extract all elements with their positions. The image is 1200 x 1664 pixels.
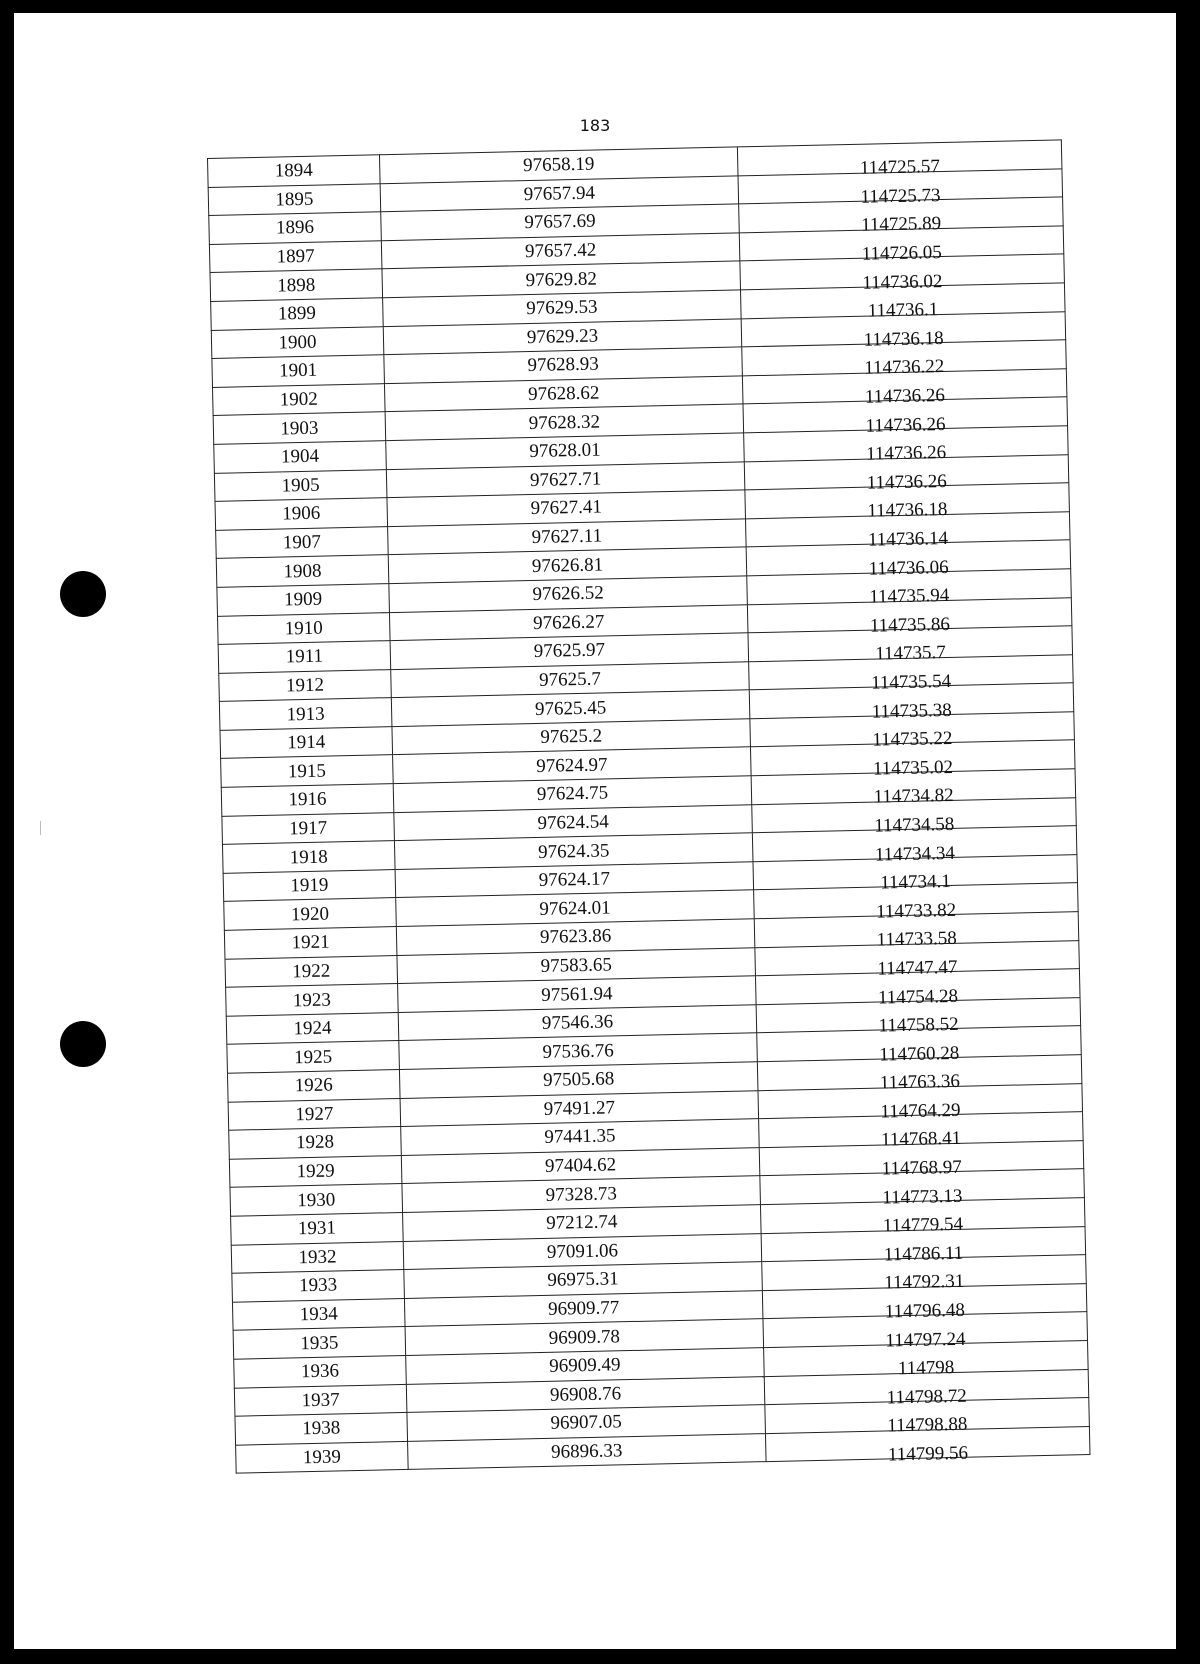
value-a-cell: 97626.81 — [388, 547, 747, 583]
year-cell: 1914 — [220, 726, 393, 758]
value-b-cell: 114735.94 — [747, 579, 1072, 615]
year-cell: 1928 — [229, 1127, 402, 1159]
value-a-cell: 96975.31 — [404, 1262, 763, 1298]
value-b-cell: 114736.1 — [741, 293, 1066, 329]
value-a-cell: 97212.74 — [403, 1205, 762, 1241]
year-cell: 1931 — [231, 1212, 404, 1244]
value-a-cell: 97491.27 — [400, 1090, 759, 1126]
value-b-cell: 114736.18 — [741, 321, 1066, 357]
value-b-cell: 114736.26 — [743, 407, 1068, 443]
value-a-cell: 97657.69 — [381, 204, 740, 240]
value-b-cell: 114792.31 — [762, 1265, 1087, 1301]
value-b-cell: 114735.86 — [748, 607, 1073, 643]
value-b-cell: 114726.05 — [739, 236, 1064, 272]
value-a-cell: 97627.11 — [388, 519, 747, 555]
value-b-cell: 114736.06 — [746, 550, 1071, 586]
value-b-cell: 114779.54 — [761, 1208, 1086, 1244]
value-b-cell: 114736.26 — [744, 464, 1069, 500]
year-cell: 1920 — [224, 898, 397, 930]
value-a-cell: 97627.41 — [387, 490, 746, 526]
year-cell: 1932 — [231, 1241, 404, 1273]
value-a-cell: 97625.2 — [392, 719, 751, 755]
value-b-cell: 114763.36 — [758, 1065, 1083, 1101]
value-a-cell: 97658.19 — [379, 147, 738, 183]
value-a-cell: 97441.35 — [401, 1119, 760, 1155]
value-a-cell: 97628.32 — [385, 404, 744, 440]
year-cell: 1894 — [208, 155, 381, 187]
value-b-cell: 114773.13 — [760, 1179, 1085, 1215]
value-a-cell: 97546.36 — [398, 1005, 757, 1041]
value-a-cell: 97628.01 — [386, 433, 745, 469]
value-b-cell: 114736.26 — [743, 379, 1068, 415]
value-a-cell: 97625.97 — [390, 633, 749, 669]
value-a-cell: 97625.45 — [391, 690, 750, 726]
year-cell: 1901 — [212, 355, 385, 387]
value-a-cell: 97629.82 — [382, 261, 741, 297]
value-a-cell: 96907.05 — [407, 1405, 766, 1441]
value-a-cell: 97536.76 — [399, 1033, 758, 1069]
year-cell: 1902 — [213, 383, 386, 415]
punch-hole-bottom — [60, 1021, 106, 1067]
value-b-cell: 114747.47 — [755, 950, 1080, 986]
value-a-cell: 97626.52 — [389, 576, 748, 612]
year-cell: 1929 — [229, 1155, 402, 1187]
value-b-cell: 114734.58 — [752, 807, 1077, 843]
value-b-cell: 114768.41 — [759, 1122, 1084, 1158]
value-b-cell: 114796.48 — [763, 1293, 1088, 1329]
value-b-cell: 114735.02 — [751, 750, 1076, 786]
value-a-cell: 97624.54 — [394, 804, 753, 840]
year-cell: 1904 — [214, 441, 387, 473]
value-b-cell: 114797.24 — [763, 1322, 1088, 1358]
year-cell: 1935 — [233, 1327, 406, 1359]
value-b-cell: 114733.58 — [754, 922, 1079, 958]
year-cell: 1916 — [221, 784, 394, 816]
value-a-cell: 96896.33 — [408, 1433, 767, 1469]
page-number: 183 — [579, 116, 611, 135]
year-cell: 1905 — [214, 469, 387, 501]
value-b-cell: 114798 — [764, 1351, 1089, 1387]
value-b-cell: 114754.28 — [756, 979, 1081, 1015]
year-cell: 1930 — [230, 1184, 403, 1216]
value-a-cell: 97404.62 — [401, 1147, 760, 1183]
year-cell: 1923 — [226, 984, 399, 1016]
year-cell: 1936 — [234, 1355, 407, 1387]
year-cell: 1898 — [210, 269, 383, 301]
value-b-cell: 114725.57 — [738, 150, 1063, 186]
year-cell: 1925 — [227, 1041, 400, 1073]
value-b-cell: 114799.56 — [766, 1436, 1091, 1472]
value-b-cell: 114736.22 — [742, 350, 1067, 386]
year-cell: 1909 — [217, 584, 390, 616]
value-b-cell: 114735.54 — [749, 664, 1074, 700]
value-b-cell: 114798.88 — [765, 1408, 1090, 1444]
value-b-cell: 114764.29 — [758, 1093, 1083, 1129]
year-cell: 1906 — [215, 498, 388, 530]
value-a-cell: 97628.62 — [384, 376, 743, 412]
year-cell: 1937 — [234, 1384, 407, 1416]
value-b-cell: 114768.97 — [759, 1150, 1084, 1186]
data-table-container — [207, 139, 1090, 1474]
year-cell: 1895 — [208, 183, 381, 215]
value-a-cell: 97583.65 — [397, 947, 756, 983]
value-b-cell: 114733.82 — [754, 893, 1079, 929]
value-a-cell: 97625.7 — [391, 661, 750, 697]
value-b-cell: 114736.14 — [746, 521, 1071, 557]
value-b-cell: 114734.82 — [751, 779, 1076, 815]
value-a-cell: 97626.27 — [389, 604, 748, 640]
value-b-cell: 114758.52 — [756, 1007, 1081, 1043]
value-b-cell: 114734.34 — [753, 836, 1078, 872]
data-table — [207, 139, 1091, 1474]
margin-mark — [40, 821, 41, 835]
value-b-cell: 114798.72 — [764, 1379, 1089, 1415]
value-a-cell: 97091.06 — [403, 1233, 762, 1269]
value-b-cell: 114786.11 — [761, 1236, 1086, 1272]
year-cell: 1912 — [219, 669, 392, 701]
value-b-cell: 114725.73 — [738, 178, 1063, 214]
value-a-cell: 97505.68 — [399, 1062, 758, 1098]
value-a-cell: 97624.17 — [395, 862, 754, 898]
year-cell: 1926 — [227, 1070, 400, 1102]
year-cell: 1939 — [236, 1441, 409, 1473]
value-a-cell: 96909.77 — [404, 1290, 763, 1326]
year-cell: 1907 — [216, 526, 389, 558]
year-cell: 1915 — [221, 755, 394, 787]
value-a-cell: 97624.97 — [393, 747, 752, 783]
value-a-cell: 97629.23 — [383, 318, 742, 354]
value-a-cell: 97623.86 — [396, 919, 755, 955]
value-b-cell: 114760.28 — [757, 1036, 1082, 1072]
table-body — [208, 140, 1090, 1474]
year-cell: 1911 — [218, 641, 391, 673]
value-a-cell: 97624.75 — [393, 776, 752, 812]
year-cell: 1934 — [232, 1298, 405, 1330]
value-b-cell: 114735.22 — [750, 722, 1075, 758]
value-a-cell: 96909.78 — [405, 1319, 764, 1355]
value-b-cell: 114725.89 — [739, 207, 1064, 243]
year-cell: 1921 — [224, 927, 397, 959]
punch-hole-top — [60, 571, 106, 617]
year-cell: 1918 — [222, 841, 395, 873]
year-cell: 1910 — [217, 612, 390, 644]
value-a-cell: 96909.49 — [406, 1348, 765, 1384]
year-cell: 1897 — [209, 240, 382, 272]
year-cell: 1938 — [235, 1413, 408, 1445]
value-b-cell: 114736.26 — [744, 436, 1069, 472]
year-cell: 1922 — [225, 955, 398, 987]
value-a-cell: 96908.76 — [406, 1376, 765, 1412]
year-cell: 1896 — [209, 212, 382, 244]
value-a-cell: 97624.35 — [394, 833, 753, 869]
value-b-cell: 114736.02 — [740, 264, 1065, 300]
year-cell: 1903 — [213, 412, 386, 444]
year-cell: 1908 — [216, 555, 389, 587]
value-a-cell: 97657.94 — [380, 176, 739, 212]
value-b-cell: 114736.18 — [745, 493, 1070, 529]
value-a-cell: 97328.73 — [402, 1176, 761, 1212]
year-cell: 1919 — [223, 869, 396, 901]
year-cell: 1924 — [226, 1012, 399, 1044]
value-a-cell: 97657.42 — [381, 233, 740, 269]
value-a-cell: 97628.93 — [384, 347, 743, 383]
year-cell: 1913 — [219, 698, 392, 730]
year-cell: 1927 — [228, 1098, 401, 1130]
value-a-cell: 97561.94 — [398, 976, 757, 1012]
value-b-cell: 114735.7 — [748, 636, 1073, 672]
scanned-page — [14, 13, 1176, 1649]
year-cell: 1900 — [211, 326, 384, 358]
value-a-cell: 97629.53 — [383, 290, 742, 326]
value-a-cell: 97624.01 — [396, 890, 755, 926]
value-b-cell: 114735.38 — [749, 693, 1074, 729]
year-cell: 1917 — [222, 812, 395, 844]
year-cell: 1899 — [211, 298, 384, 330]
year-cell: 1933 — [232, 1270, 405, 1302]
value-a-cell: 97627.71 — [386, 461, 745, 497]
value-b-cell: 114734.1 — [753, 865, 1078, 901]
